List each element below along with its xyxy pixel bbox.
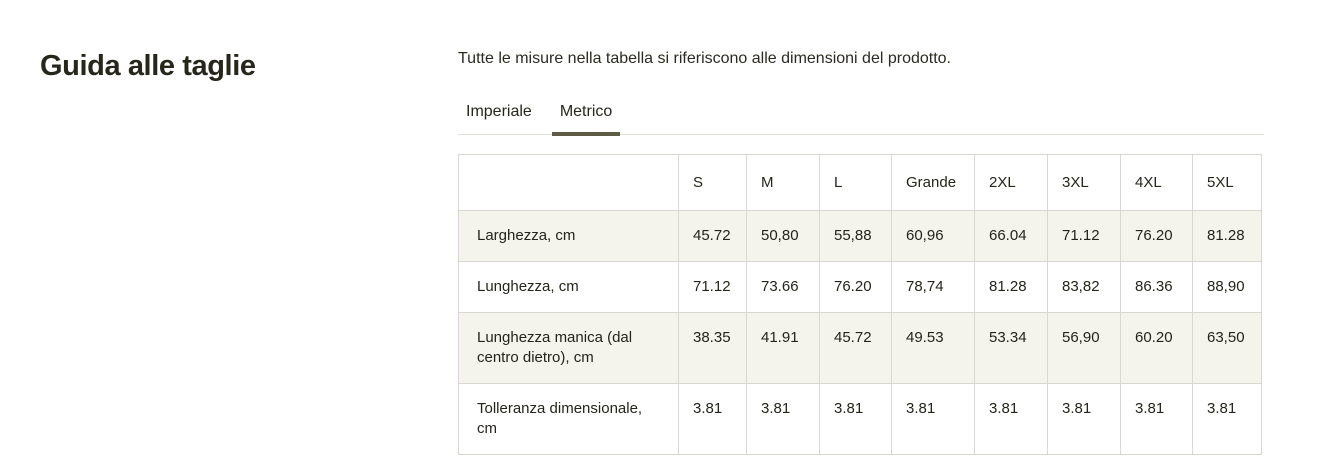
table-cell: 3.81 (975, 384, 1048, 455)
table-cell: 3.81 (679, 384, 747, 455)
table-header-size-s: S (679, 155, 747, 211)
table-header-size-4xl: 4XL (1121, 155, 1193, 211)
tab-metrico-label: Metrico (559, 103, 613, 120)
table-cell: 41.91 (747, 313, 820, 384)
table-cell: 3.81 (820, 384, 892, 455)
table-cell: 76.20 (1121, 211, 1193, 262)
table-cell: 45.72 (679, 211, 747, 262)
tab-imperiale[interactable] (458, 101, 540, 134)
table-cell: 81.28 (975, 262, 1048, 313)
active-tab-underline (552, 132, 620, 136)
table-header-size-grande: Grande (892, 155, 975, 211)
table-cell: 3.81 (747, 384, 820, 455)
size-guide-subtitle: Tutte le misure nella tabella si riferiscono alle dimensioni del prodotto. (458, 50, 951, 67)
table-cell: 60.20 (1121, 313, 1193, 384)
table-cell: 63,50 (1193, 313, 1262, 384)
table-cell: 56,90 (1048, 313, 1121, 384)
table-header-size-l: L (820, 155, 892, 211)
table-cell: 71.12 (1048, 211, 1121, 262)
table-cell: 71.12 (679, 262, 747, 313)
table-cell: 83,82 (1048, 262, 1121, 313)
table-cell: 49.53 (892, 313, 975, 384)
table-cell: 45.72 (820, 313, 892, 384)
size-table (458, 154, 1262, 455)
row-label: Lunghezza, cm (459, 262, 679, 313)
table-header-row (459, 155, 1262, 211)
table-row-lunghezza-manica (459, 313, 1262, 384)
table-cell: 3.81 (1121, 384, 1193, 455)
table-header-corner (459, 155, 679, 211)
table-header-size-3xl: 3XL (1048, 155, 1121, 211)
table-cell: 73.66 (747, 262, 820, 313)
unit-tabs (458, 101, 1264, 135)
row-label: Lunghezza manica (dal centro dietro), cm (459, 313, 679, 384)
table-row-tolleranza (459, 384, 1262, 455)
table-row-lunghezza (459, 262, 1262, 313)
table-cell: 3.81 (1193, 384, 1262, 455)
table-cell: 78,74 (892, 262, 975, 313)
row-label: Larghezza, cm (459, 211, 679, 262)
table-header-size-5xl: 5XL (1193, 155, 1262, 211)
table-cell: 50,80 (747, 211, 820, 262)
row-label: Tolleranza dimensionale, cm (459, 384, 679, 455)
table-cell: 81.28 (1193, 211, 1262, 262)
table-row-larghezza (459, 211, 1262, 262)
table-cell: 66.04 (975, 211, 1048, 262)
table-cell: 53.34 (975, 313, 1048, 384)
table-cell: 55,88 (820, 211, 892, 262)
table-cell: 60,96 (892, 211, 975, 262)
table-cell: 88,90 (1193, 262, 1262, 313)
tab-metrico[interactable] (552, 101, 620, 134)
table-cell: 86.36 (1121, 262, 1193, 313)
tab-imperiale-label: Imperiale (466, 103, 532, 120)
table-header-size-m: M (747, 155, 820, 211)
table-cell: 3.81 (1048, 384, 1121, 455)
table-header-size-2xl: 2XL (975, 155, 1048, 211)
table-cell: 3.81 (892, 384, 975, 455)
page-title: Guida alle taglie (40, 50, 256, 82)
table-cell: 76.20 (820, 262, 892, 313)
table-cell: 38.35 (679, 313, 747, 384)
size-guide-content (458, 48, 1264, 455)
